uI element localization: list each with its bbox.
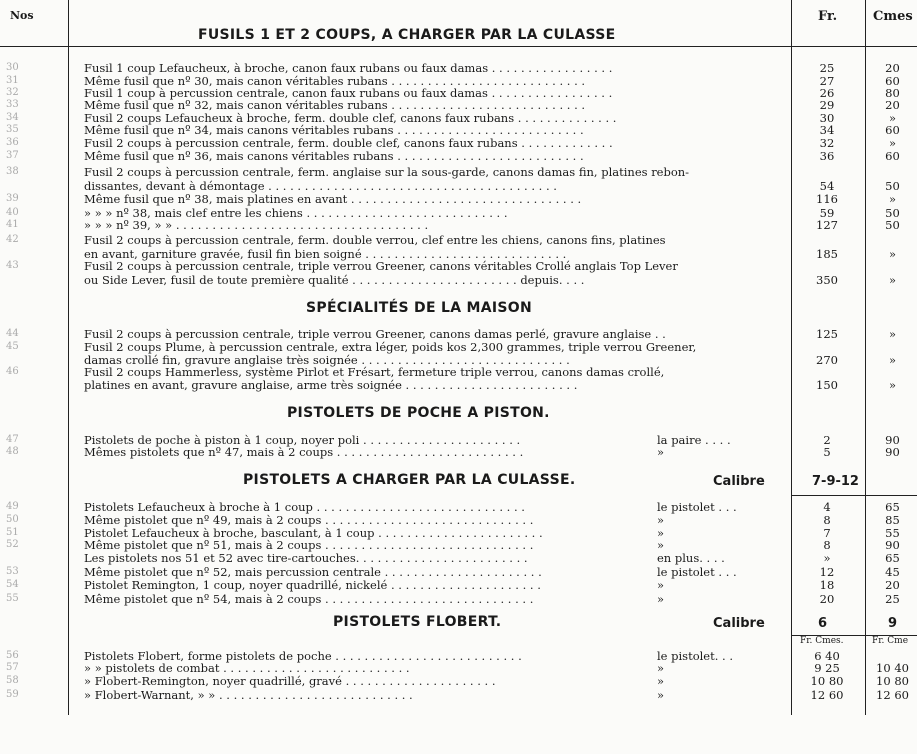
- row-unit: le pistolet. . .: [657, 649, 734, 663]
- row-price-cmes: 60: [885, 149, 900, 163]
- table-row: [0, 579, 917, 591]
- row-price-cmes: 65: [885, 500, 900, 514]
- row-description: Fusil 2 coups à percussion centrale, ferm. double verrou, clef entre les chiens, canons fins, platines: [84, 233, 666, 247]
- header-cmes: Cmes: [873, 9, 913, 24]
- table-row: [0, 124, 917, 136]
- table-row: [0, 552, 917, 564]
- row-number: 37: [6, 150, 19, 161]
- row-number: 30: [6, 62, 19, 73]
- row-price-cmes: 25: [885, 592, 900, 606]
- row-description: Même fusil que nº 34, mais canons véritables rubans . . . . . . . . . . . . . . . . . . . . . . . . . .: [84, 123, 584, 137]
- section-title-fusils: FUSILS 1 ET 2 COUPS, A CHARGER PAR LA CULASSE: [198, 27, 616, 43]
- row-description: Même fusil que nº 32, mais canon véritables rubans . . . . . . . . . . . . . . . . . . . . . . . . . . .: [84, 98, 586, 112]
- row-description: Mêmes pistolets que nº 47, mais à 2 coups . . . . . . . . . . . . . . . . . . . . . . . . . .: [84, 445, 524, 459]
- row-description: » » » nº 39, » » . . . . . . . . . . . . . . . . . . . . . . . . . . . . . . . . . . .: [84, 218, 429, 232]
- row-price-cmes: 90: [885, 433, 900, 447]
- row-price-cmes: 20: [885, 61, 900, 75]
- row-price-cmes: 80: [885, 86, 900, 100]
- row-price-fr: 36: [819, 149, 835, 163]
- row-price-cmes: »: [888, 247, 897, 261]
- row-price-cmes: 50: [885, 179, 900, 193]
- row-price-fr: 27: [819, 74, 835, 88]
- table-row: [0, 234, 917, 246]
- row-price-cmes: »: [888, 111, 897, 125]
- row-price-fr: 12: [819, 565, 835, 579]
- row-description: Même pistolet que nº 52, mais percussion centrale . . . . . . . . . . . . . . . . . . . . . .: [84, 565, 542, 579]
- row-unit: »: [657, 538, 665, 552]
- row-price-fr: 2: [823, 433, 831, 447]
- row-description: Même fusil que nº 38, mais platines en avant . . . . . . . . . . . . . . . . . . . . . . . . . . . . . . . .: [84, 192, 582, 206]
- row-unit: »: [657, 661, 665, 675]
- table-row: [0, 62, 917, 74]
- row-number: 31: [6, 75, 19, 86]
- row-description: » » » nº 38, mais clef entre les chiens . . . . . . . . . . . . . . . . . . . . . . . . . . . .: [84, 206, 508, 220]
- row-description: Pistolet Lefaucheux à broche, basculant, à 1 coup . . . . . . . . . . . . . . . . . . . . . . .: [84, 526, 543, 540]
- table-row: [0, 662, 917, 674]
- row-unit: en plus. . . .: [657, 551, 725, 565]
- row-price-cmes: »: [888, 192, 897, 206]
- row-number: 32: [6, 87, 19, 98]
- row-description: Pistolet Remington, 1 coup, noyer quadrillé, nickelé . . . . . . . . . . . . . . . . . . . . .: [84, 578, 541, 592]
- row-unit: »: [657, 513, 665, 527]
- row-number: 59: [6, 689, 19, 700]
- row-number: 50: [6, 514, 19, 525]
- calibre-9-head: 9: [888, 616, 898, 631]
- table-row: [0, 689, 917, 701]
- row-number: 55: [6, 593, 19, 604]
- row-description: Fusil 2 coups à percussion centrale, triple verrou Greener, canons damas perlé, gravure anglaise . .: [84, 327, 666, 341]
- row-price-fr: 7: [823, 526, 831, 540]
- row-price-cmes: 90: [885, 445, 900, 459]
- table-row: [0, 593, 917, 605]
- row-price-cmes: 60: [885, 123, 900, 137]
- row-description: Même pistolet que nº 54, mais à 2 coups . . . . . . . . . . . . . . . . . . . . . . . . . . . . .: [84, 592, 534, 606]
- row-unit: »: [657, 526, 665, 540]
- table-row: [0, 675, 917, 687]
- row-price-fr: 8: [823, 538, 831, 552]
- row-unit: »: [657, 578, 665, 592]
- row-number: 49: [6, 501, 19, 512]
- row-description: Même pistolet que nº 49, mais à 2 coups . . . . . . . . . . . . . . . . . . . . . . . . . . . . .: [84, 513, 534, 527]
- row-description: Même fusil que nº 36, mais canons véritables rubans . . . . . . . . . . . . . . . . . . . . . . . . . .: [84, 149, 584, 163]
- rule-section-calibre: [791, 495, 917, 496]
- row-number: 46: [6, 366, 19, 377]
- row-description: Fusil 2 coups à percussion centrale, triple verrou Greener, canons véritables Crollé anglais Top Lever: [84, 259, 678, 273]
- row-unit: le pistolet . . .: [657, 500, 737, 514]
- row-description: » Flobert-Warnant, » » . . . . . . . . . . . . . . . . . . . . . . . . . . .: [84, 688, 413, 702]
- row-price-cmes: 65: [885, 551, 900, 565]
- row-description: » Flobert-Remington, noyer quadrillé, gravé . . . . . . . . . . . . . . . . . . . . .: [84, 674, 496, 688]
- row-number: 45: [6, 341, 19, 352]
- row-price-cmes: 55: [885, 526, 900, 540]
- row-description: Fusil 1 coup Lefaucheux, à broche, canon faux rubans ou faux damas . . . . . . . . . . . . . . . . .: [84, 61, 613, 75]
- row-number: 36: [6, 137, 19, 148]
- row-description: » » pistolets de combat . . . . . . . . . . . . . . . . . . . . . . . . . .: [84, 661, 410, 675]
- row-price-fr: 10 80: [810, 674, 844, 688]
- row-price-fr: 6 40: [814, 649, 840, 663]
- row-price-fr: 20: [819, 592, 835, 606]
- row-number: 34: [6, 112, 19, 123]
- row-number: 54: [6, 579, 19, 590]
- row-price-cmes: 50: [885, 218, 900, 232]
- row-price-cmes: »: [888, 273, 897, 287]
- row-number: 51: [6, 527, 19, 538]
- row-price-fr: »: [823, 551, 831, 565]
- row-number: 44: [6, 328, 19, 339]
- row-price-fr: 127: [816, 218, 838, 232]
- row-unit: »: [657, 688, 665, 702]
- table-row: [0, 99, 917, 111]
- table-row: [0, 566, 917, 578]
- row-number: 47: [6, 434, 19, 445]
- row-unit: le pistolet . . .: [657, 565, 737, 579]
- calibre-6-head: 6: [818, 616, 828, 631]
- row-description: Pistolets Flobert, forme pistolets de poche . . . . . . . . . . . . . . . . . . . . . . . . . .: [84, 649, 522, 663]
- row-price-fr: 29: [819, 98, 835, 112]
- row-price-fr: 9 25: [814, 661, 840, 675]
- row-price-cmes: 85: [885, 513, 900, 527]
- row-description: Fusil 2 coups Hammerless, système Pirlot et Frésart, fermeture triple verrou, canons damas crollé,: [84, 365, 665, 379]
- row-price-fr: 125: [816, 327, 838, 341]
- table-row: [0, 514, 917, 526]
- row-number: 42: [6, 234, 19, 245]
- row-unit: »: [657, 592, 665, 606]
- row-price-fr: 18: [819, 578, 835, 592]
- row-price-fr: 8: [823, 513, 831, 527]
- row-number: 48: [6, 446, 19, 457]
- row-price-cmes: 50: [885, 206, 900, 220]
- row-description: Fusil 2 coups Plume, à percussion centrale, extra léger, poids kos 2,300 grammes, triple verrou Greener,: [84, 340, 697, 354]
- section-title-pistolets-culasse: PISTOLETS A CHARGER PAR LA CULASSE.: [243, 472, 576, 488]
- row-description: damas crollé fin, gravure anglaise très soignée . . . . . . . . . . . . . . . . . . . . . . . . . . . . .: [84, 353, 570, 367]
- row-price-cmes: 12 60: [876, 688, 909, 702]
- calibre-label-flobert: Calibre: [713, 616, 765, 631]
- row-price-fr: 4: [823, 500, 831, 514]
- row-description: en avant, garniture gravée, fusil fin bien soigné . . . . . . . . . . . . . . . . . . . . . . . . . . . .: [84, 247, 567, 261]
- row-price-cmes: »: [888, 353, 897, 367]
- row-number: 35: [6, 124, 19, 135]
- section-title-flobert: PISTOLETS FLOBERT.: [333, 614, 502, 630]
- table-row: [0, 328, 917, 340]
- row-description: Même fusil que nº 30, mais canon véritables rubans . . . . . . . . . . . . . . . . . . . . . . . . . . .: [84, 74, 586, 88]
- row-description: Pistolets de poche à piston à 1 coup, noyer poli . . . . . . . . . . . . . . . . . . . . . .: [84, 433, 521, 447]
- table-row: [0, 341, 917, 353]
- row-price-fr: 34: [819, 123, 835, 137]
- row-unit: »: [657, 674, 665, 688]
- table-row: [0, 539, 917, 551]
- row-number: 43: [6, 260, 19, 271]
- row-unit: la paire . . . .: [657, 433, 731, 447]
- table-row: [0, 274, 917, 286]
- calibre-label-culasse: Calibre: [713, 474, 765, 489]
- header-fr: Fr.: [818, 9, 838, 24]
- row-unit: »: [657, 445, 665, 459]
- row-price-cmes: 20: [885, 578, 900, 592]
- table-row: [0, 150, 917, 162]
- row-price-cmes: 90: [885, 538, 900, 552]
- row-description: Fusil 2 coups à percussion centrale, ferm. double clef, canons faux rubans . . . . . . . . . . . . .: [84, 136, 613, 150]
- header-nos: Nos: [10, 9, 34, 22]
- calibre-value-culasse: 7-9-12: [812, 474, 859, 489]
- row-price-cmes: 45: [885, 565, 900, 579]
- row-number: 52: [6, 539, 19, 550]
- row-description: Fusil 1 coup à percussion centrale, canon faux rubans ou faux damas . . . . . . . . . . . . . . . . .: [84, 86, 613, 100]
- row-number: 41: [6, 219, 19, 230]
- row-price-cmes: »: [888, 327, 897, 341]
- row-number: 38: [6, 166, 19, 177]
- row-price-fr: 30: [819, 111, 835, 125]
- row-price-fr: 5: [823, 445, 831, 459]
- row-price-fr: 116: [816, 192, 838, 206]
- row-number: 58: [6, 675, 19, 686]
- row-price-fr: 26: [819, 86, 835, 100]
- table-row: [0, 260, 917, 272]
- table-row: [0, 501, 917, 513]
- rule-header-bottom: [0, 46, 917, 47]
- row-description: Les pistolets nos 51 et 52 avec tire-cartouches. . . . . . . . . . . . . . . . . . . . . . . .: [84, 551, 528, 565]
- section-title-pistolets-poche: PISTOLETS DE POCHE A PISTON.: [287, 405, 550, 421]
- row-price-fr: 32: [819, 136, 835, 150]
- table-row: [0, 219, 917, 231]
- row-price-cmes: 10 80: [876, 674, 909, 688]
- table-row: [0, 366, 917, 378]
- flobert-col1-sub: Fr. Cmes.: [800, 636, 844, 646]
- row-price-fr: 270: [816, 353, 838, 367]
- row-price-fr: 12 60: [810, 688, 844, 702]
- row-price-fr: 59: [819, 206, 835, 220]
- table-row: [0, 180, 917, 192]
- row-description: Même pistolet que nº 51, mais à 2 coups . . . . . . . . . . . . . . . . . . . . . . . . . . . . .: [84, 538, 534, 552]
- row-price-cmes: »: [888, 136, 897, 150]
- row-description: dissantes, devant à démontage . . . . . . . . . . . . . . . . . . . . . . . . . . . . . . . . . . . . . . . .: [84, 179, 557, 193]
- row-description: Fusil 2 coups à percussion centrale, ferm. anglaise sur la sous-garde, canons damas fin, platines rebon-: [84, 165, 690, 179]
- row-price-cmes: 20: [885, 98, 900, 112]
- row-number: 39: [6, 193, 19, 204]
- row-description: Fusil 2 coups Lefaucheux à broche, ferm. double clef, canons faux rubans . . . . . . . . . . . . . .: [84, 111, 617, 125]
- table-row: [0, 137, 917, 149]
- row-price-fr: 350: [816, 273, 838, 287]
- row-price-fr: 54: [819, 179, 835, 193]
- flobert-col2-sub: Fr. Cme: [872, 636, 909, 646]
- row-description: platines en avant, gravure anglaise, arme très soignée . . . . . . . . . . . . . . . . . . . . . . . .: [84, 378, 578, 392]
- row-price-cmes: 60: [885, 74, 900, 88]
- row-price-fr: 25: [819, 61, 835, 75]
- row-number: 53: [6, 566, 19, 577]
- row-price-fr: 185: [816, 247, 838, 261]
- row-price-cmes: »: [888, 378, 897, 392]
- table-row: [0, 166, 917, 178]
- row-number: 40: [6, 207, 19, 218]
- table-row: [0, 379, 917, 391]
- row-number: 57: [6, 662, 19, 673]
- row-number: 33: [6, 99, 19, 110]
- row-number: 56: [6, 650, 19, 661]
- table-row: [0, 446, 917, 458]
- row-price-fr: 150: [816, 378, 838, 392]
- row-description: ou Side Lever, fusil de toute première qualité . . . . . . . . . . . . . . . . . . . . . . . depuis. . . .: [84, 273, 585, 287]
- section-title-specialites: SPÉCIALITÉS DE LA MAISON: [306, 300, 532, 316]
- row-price-cmes: 10 40: [876, 661, 909, 675]
- row-description: Pistolets Lefaucheux à broche à 1 coup . . . . . . . . . . . . . . . . . . . . . . . . . . . . .: [84, 500, 525, 514]
- table-row: [0, 193, 917, 205]
